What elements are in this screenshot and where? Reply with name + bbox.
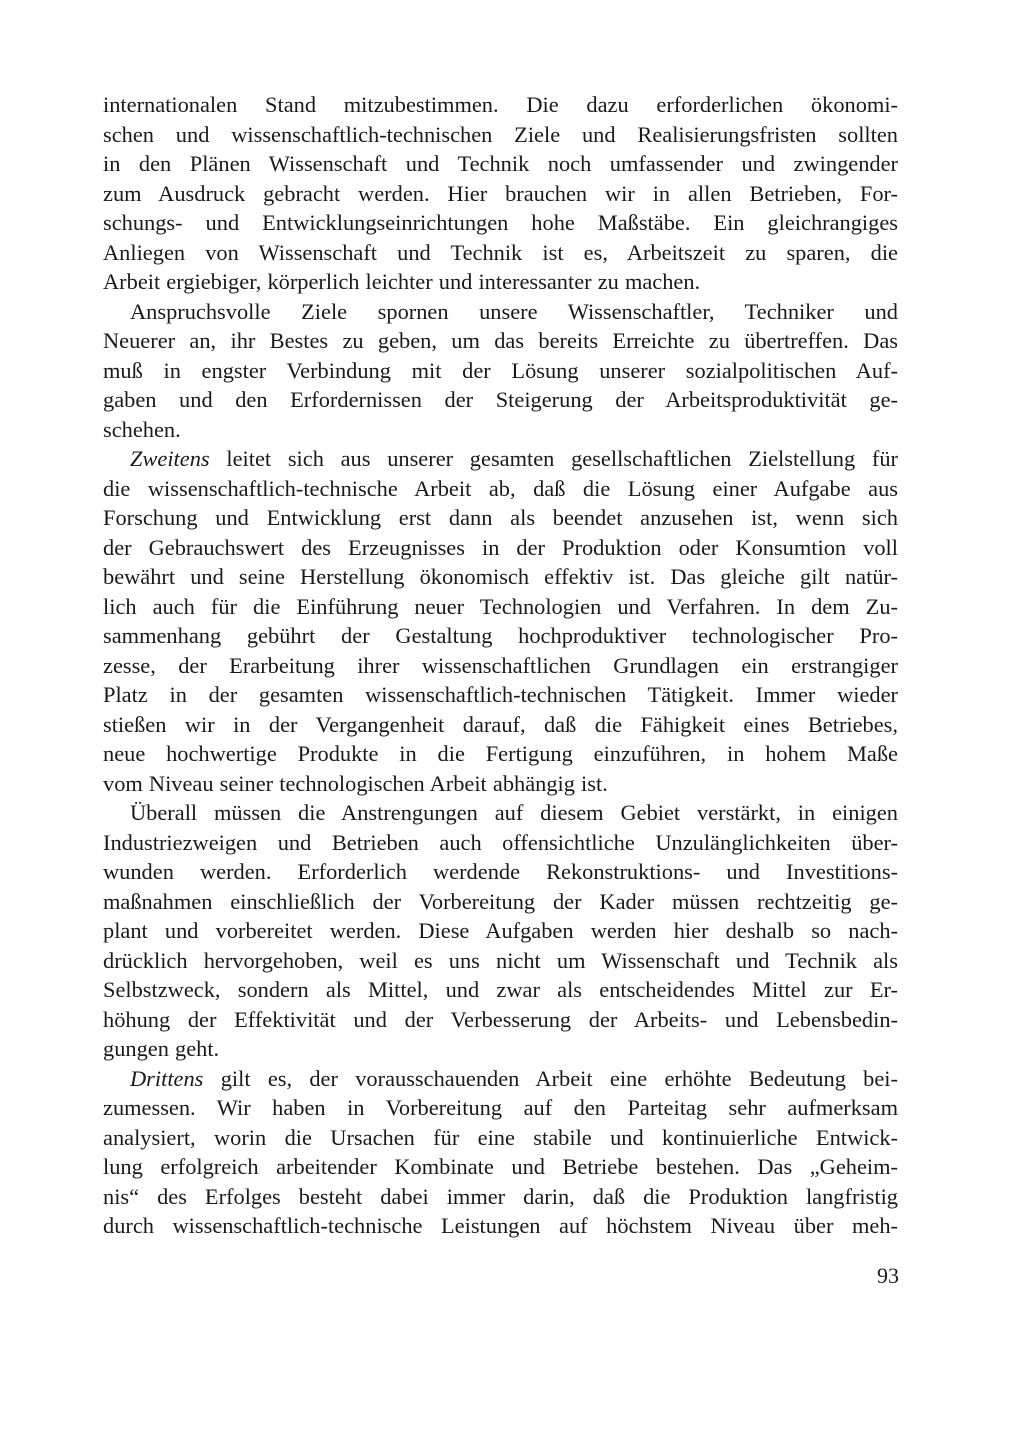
text-line: gaben und den Erfordernissen der Steigerung der Arbeitsproduktivität ge-: [103, 387, 898, 412]
text-line: maßnahmen einschließlich der Vorbereitung der Kader müssen rechtzeitig ge-: [103, 888, 898, 914]
body-text: [103, 90, 898, 1241]
text-line: bewährt und seine Herstellung ökonomisch effektiv ist. Das gleiche gilt natür-: [103, 564, 898, 589]
text-line: Anspruchsvolle Ziele spornen unsere Wissenschaftler, Techniker und: [130, 298, 898, 324]
text-line: schungs- und Entwicklungseinrichtungen hohe Maßstäbe. Ein gleichrangiges: [103, 210, 898, 235]
paragraph: [103, 798, 898, 1064]
text-line: plant und vorbereitet werden. Diese Aufgaben werden hier deshalb so nach-: [103, 918, 898, 943]
text-line: sammenhang gebührt der Gestaltung hochproduktiver technologischer Pro-: [103, 623, 898, 648]
text-line: zesse, der Erarbeitung ihrer wissenschaftlichen Grundlagen ein erstrangiger: [103, 652, 898, 678]
text-line: analysiert, worin die Ursachen für eine stabile und kontinuierliche Entwick-: [103, 1124, 898, 1150]
text-line: gungen geht.: [103, 1036, 220, 1061]
text-line: [103, 1064, 898, 1094]
text-line: Platz in der gesamten wissenschaftlich-technischen Tätigkeit. Immer wieder: [103, 682, 898, 707]
paragraph: [103, 1064, 898, 1241]
text-line: zumessen. Wir haben in Vorbereitung auf den Parteitag sehr aufmerksam: [103, 1095, 898, 1120]
text-line: stießen wir in der Vergangenheit darauf, daß die Fähigkeit eines Betriebes,: [103, 711, 898, 737]
text-line: Anliegen von Wissenschaft und Technik ist es, Arbeitszeit zu sparen, die: [103, 239, 898, 265]
text-line: Arbeit ergiebiger, körperlich leichter und interessanter zu machen.: [103, 269, 701, 294]
emphasis-lead: Drittens: [130, 1065, 204, 1091]
text-line: in den Plänen Wissenschaft und Technik noch umfassender und zwingender: [103, 151, 898, 176]
text-line: [103, 444, 898, 474]
paragraph: [103, 297, 898, 445]
text-line: lung erfolgreich arbeitender Kombinate und Betriebe bestehen. Das „Geheim-: [103, 1154, 898, 1179]
text-line: vom Niveau seiner technologischen Arbeit abhängig ist.: [103, 770, 608, 796]
text-segment: leitet sich aus unserer gesamten gesellschaftlichen Zielstellung für: [209, 446, 898, 471]
text-line: der Gebrauchswert des Erzeugnisses in der Produktion oder Konsumtion voll: [103, 534, 898, 560]
text-line: die wissenschaftlich-technische Arbeit ab, daß die Lösung einer Aufgabe aus: [103, 475, 898, 501]
text-line: durch wissenschaftlich-technische Leistungen auf höchstem Niveau über meh-: [103, 1213, 898, 1238]
paragraph: [103, 90, 898, 297]
text-line: schehen.: [103, 416, 181, 442]
text-line: Neuerer an, ihr Bestes zu geben, um das bereits Erreichte zu übertreffen. Das: [103, 328, 898, 353]
text-line: Überall müssen die Anstrengungen auf diesem Gebiet verstärkt, in einigen: [130, 800, 898, 825]
text-line: drücklich hervorgehoben, weil es uns nicht um Wissenschaft und Technik als: [103, 947, 898, 973]
text-line: neue hochwertige Produkte in die Fertigung einzuführen, in hohem Maße: [103, 741, 898, 766]
text-line: internationalen Stand mitzubestimmen. Die dazu erforderlichen ökonomi-: [103, 92, 898, 117]
emphasis-lead: Zweitens: [130, 446, 210, 471]
page-number: 93: [877, 1263, 899, 1288]
text-line: schen und wissenschaftlich-technischen Ziele und Realisierungsfristen sollten: [103, 121, 898, 147]
text-line: höhung der Effektivität und der Verbesserung der Arbeits- und Lebensbedin-: [103, 1006, 898, 1032]
text-line: Selbstzweck, sondern als Mittel, und zwar als entscheidendes Mittel zur Er-: [103, 977, 898, 1002]
text-line: nis“ des Erfolges besteht dabei immer darin, daß die Produktion langfristig: [103, 1183, 898, 1209]
text-line: muß in engster Verbindung mit der Lösung unserer sozialpolitischen Auf-: [103, 357, 898, 383]
paragraph: [103, 444, 898, 798]
text-segment: gilt es, der vorausschauenden Arbeit eine erhöhte Bedeutung bei-: [203, 1065, 898, 1091]
text-line: Industriezweigen und Betrieben auch offensichtliche Unzulänglichkeiten über-: [103, 829, 898, 855]
text-line: lich auch für die Einführung neuer Technologien und Verfahren. In dem Zu-: [103, 593, 898, 619]
text-line: zum Ausdruck gebracht werden. Hier brauchen wir in allen Betrieben, For-: [103, 180, 898, 206]
text-line: Forschung und Entwicklung erst dann als beendet anzusehen ist, wenn sich: [103, 505, 898, 530]
text-line: wunden werden. Erforderlich werdende Rekonstruktions- und Investitions-: [103, 859, 898, 884]
